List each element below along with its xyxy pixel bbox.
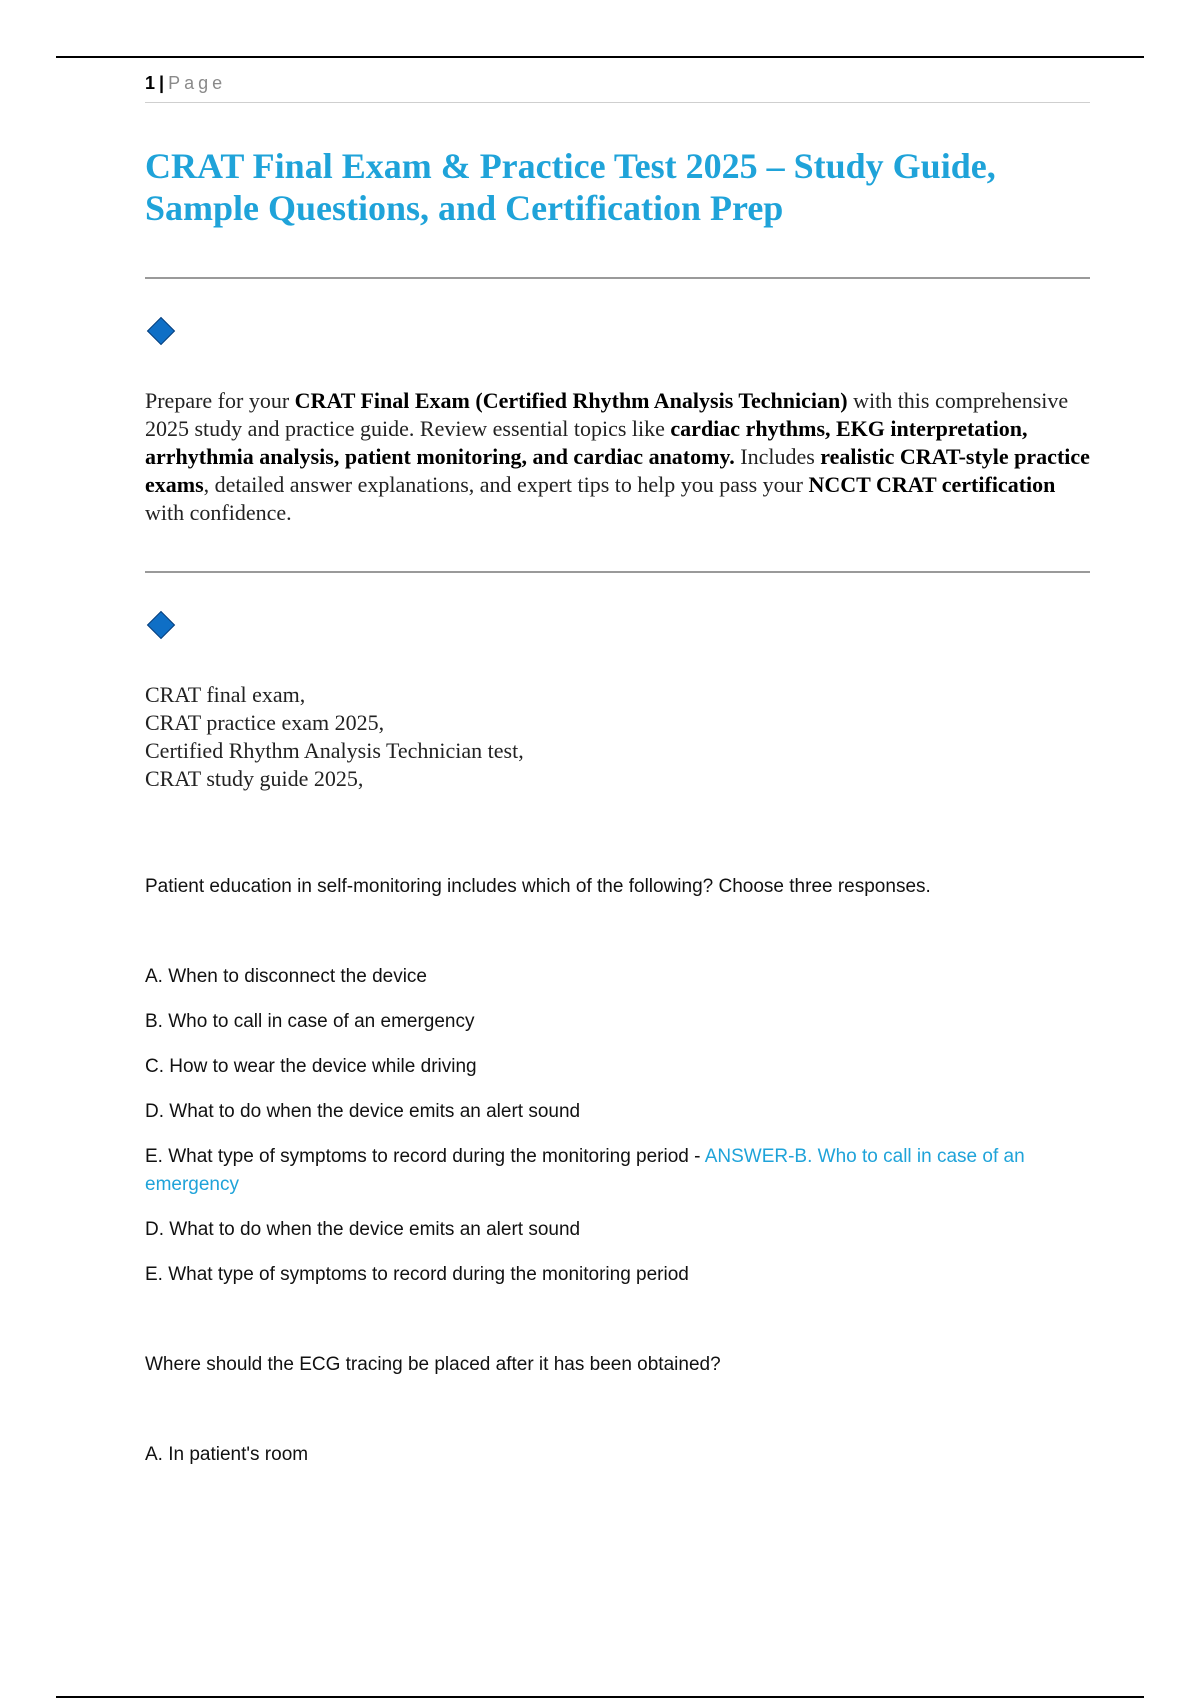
keyword-item: CRAT practice exam 2025, xyxy=(145,710,385,735)
question-1-options xyxy=(145,963,1090,1289)
option-item: D. What to do when the device emits an alert sound xyxy=(145,1219,581,1240)
option-item: D. What to do when the device emits an alert sound xyxy=(145,1101,581,1122)
intro-bold: CRAT Final Exam (Certified Rhythm Analysis Technician) xyxy=(294,388,848,413)
page-bottom-border xyxy=(56,1696,1144,1698)
intro-text: with this comprehensive 2025 study and practice guide. Review essential topics like xyxy=(145,388,1069,441)
bullet-diamond-wrap xyxy=(145,321,1090,347)
option-item: B. Who to call in case of an emergency xyxy=(145,1011,475,1032)
question-2-options xyxy=(145,1441,1090,1469)
page-top-border xyxy=(56,56,1144,58)
page-number: 1 xyxy=(145,73,156,93)
keyword-item: CRAT study guide 2025, xyxy=(145,766,364,791)
intro-text: with confidence. xyxy=(145,500,292,525)
bullet-diamond-wrap xyxy=(145,615,1090,641)
question-1-text: Patient education in self-monitoring includes which of the following? Choose three responses. xyxy=(145,876,931,897)
divider xyxy=(145,571,1090,573)
option-item-with-answer xyxy=(145,1143,1090,1199)
diamond-icon xyxy=(147,317,175,345)
option-item: A. In patient's room xyxy=(145,1444,309,1465)
option-item: A. When to disconnect the device xyxy=(145,966,427,987)
page-separator: | xyxy=(159,73,165,93)
option-item: C. How to wear the device while driving xyxy=(145,1056,477,1077)
page-content xyxy=(145,70,1090,1486)
answer-text: ANSWER-B. Who to call in case of an emergency xyxy=(145,1146,1025,1195)
question-2-text: Where should the ECG tracing be placed after it has been obtained? xyxy=(145,1354,721,1375)
intro-bold: NCCT CRAT certification xyxy=(808,472,1056,497)
intro-text: , detailed answer explanations, and expert tips to help you pass your xyxy=(203,472,809,497)
keyword-item: Certified Rhythm Analysis Technician test, xyxy=(145,738,524,763)
page-word: Page xyxy=(168,73,227,93)
keyword-item: CRAT final exam, xyxy=(145,682,306,707)
intro-bold: realistic CRAT-style practice exams xyxy=(145,444,1090,497)
intro-text: Includes xyxy=(734,444,821,469)
diamond-icon xyxy=(147,611,175,639)
document-title: CRAT Final Exam & Practice Test 2025 – Study Guide, Sample Questions, and Certification Prep xyxy=(145,146,996,228)
option-item: E. What type of symptoms to record during the monitoring period xyxy=(145,1264,689,1285)
divider xyxy=(145,277,1090,279)
keyword-list xyxy=(145,681,1090,793)
intro-bold: cardiac rhythms, EKG interpretation, arrhythmia analysis, patient monitoring, and cardiac anatomy. xyxy=(145,416,1028,469)
intro-paragraph xyxy=(145,387,1090,527)
page-header xyxy=(145,70,1090,103)
option-e-text: E. What type of symptoms to record during the monitoring period - xyxy=(145,1146,705,1167)
intro-text: Prepare for your xyxy=(145,388,295,413)
